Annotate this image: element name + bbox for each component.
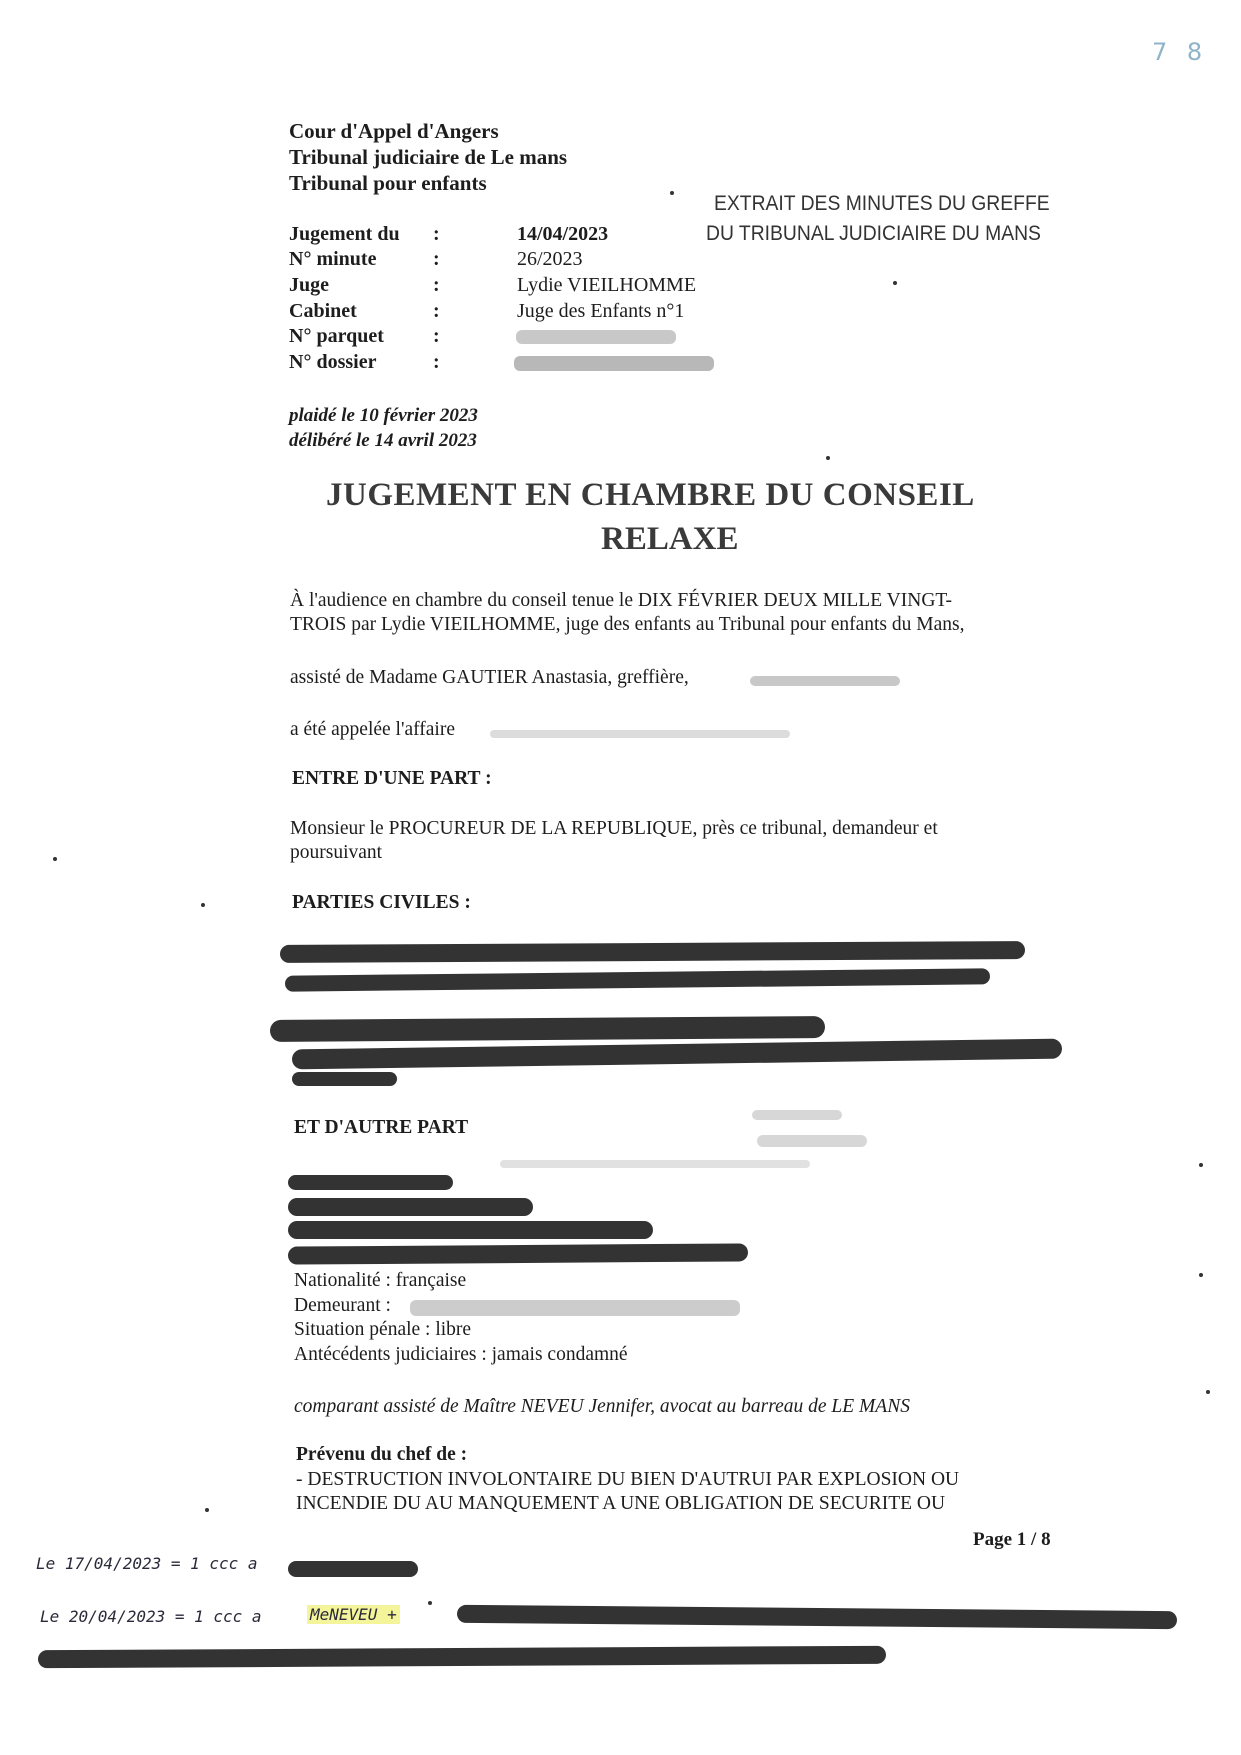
meta-sep: : [433, 300, 440, 322]
meta-value-minute: 26/2023 [517, 248, 583, 270]
redaction-prevenu-2 [288, 1198, 533, 1216]
judgment-decision: RELAXE [601, 521, 739, 557]
scan-speck [53, 857, 57, 861]
redaction-dossier [514, 356, 714, 371]
tribunal-type: Tribunal pour enfants [289, 171, 487, 195]
redaction-partie-civile-2a [270, 1016, 825, 1042]
scan-speck [826, 456, 830, 460]
scan-speck [670, 191, 674, 195]
redaction-affaire [490, 730, 790, 738]
scan-speck [1199, 1273, 1203, 1277]
meta-label-jugement: Jugement du [289, 223, 400, 245]
meta-label-minute: N° minute [289, 248, 377, 270]
handwritten-note-1: Le 17/04/2023 = 1 ccc a [36, 1554, 258, 1573]
court-name: Cour d'Appel d'Angers [289, 119, 499, 143]
scan-speck [1206, 1390, 1210, 1394]
comparant: comparant assisté de Maître NEVEU Jennifer, avocat au barreau de LE MANS [294, 1396, 910, 1417]
prevenu-line2: INCENDIE DU AU MANQUEMENT A UNE OBLIGATION DE SECURITE OU [296, 1493, 946, 1514]
redaction-prevenu-1 [288, 1175, 453, 1190]
meta-label-cabinet: Cabinet [289, 300, 357, 322]
redaction-note-1 [288, 1561, 418, 1577]
meta-sep: : [433, 351, 440, 373]
handwritten-note-2: Le 20/04/2023 = 1 ccc a [40, 1607, 262, 1626]
redaction-autre-part-note [752, 1110, 842, 1120]
parties-civiles-heading: PARTIES CIVILES : [292, 892, 471, 913]
nationalite: Nationalité : française [294, 1270, 467, 1291]
redaction-prevenu-4 [288, 1243, 748, 1264]
redaction-partie-civile-2c [292, 1072, 397, 1086]
meta-value-jugement: 14/04/2023 [517, 223, 609, 245]
redaction-prevenu-3 [288, 1221, 653, 1239]
prevenu-heading: Prévenu du chef de : [296, 1444, 468, 1465]
intro-line1: À l'audience en chambre du conseil tenue le DIX FÉVRIER DEUX MILLE VINGT- [290, 590, 953, 611]
scan-speck [201, 903, 205, 907]
redaction-partie-civile-1a [280, 941, 1025, 963]
redaction-note-2a [457, 1605, 1177, 1629]
scan-speck [205, 1508, 209, 1512]
autre-part-heading: ET D'AUTRE PART [294, 1117, 469, 1138]
meta-sep: : [433, 223, 440, 245]
entre-line2: poursuivant [290, 842, 383, 863]
delibere-date: délibéré le 14 avril 2023 [289, 430, 477, 451]
meta-label-dossier: N° dossier [289, 351, 377, 373]
tribunal-name: Tribunal judiciaire de Le mans [289, 145, 568, 169]
extract-stamp-line1: EXTRAIT DES MINUTES DU GREFFE [714, 192, 1050, 215]
meta-sep: : [433, 325, 440, 347]
intro-line2: TROIS par Lydie VIEILHOMME, juge des enfants au Tribunal pour enfants du Mans, [290, 614, 965, 635]
meta-value-cabinet: Juge des Enfants n°1 [517, 300, 685, 322]
meta-sep: : [433, 274, 440, 296]
scan-speck [1199, 1163, 1203, 1167]
meta-sep: : [433, 248, 440, 270]
page-mark: 7 8 [1152, 38, 1209, 66]
prevenu-line1: - DESTRUCTION INVOLONTAIRE DU BIEN D'AUTRUI PAR EXPLOSION OU [296, 1469, 960, 1490]
entre-line1: Monsieur le PROCUREUR DE LA REPUBLIQUE, près ce tribunal, demandeur et [290, 818, 938, 839]
intro-assiste: assisté de Madame GAUTIER Anastasia, greffière, [290, 667, 689, 688]
situation-penale: Situation pénale : libre [294, 1319, 472, 1340]
handwritten-note-2-name: MeNEVEU + [307, 1605, 400, 1624]
meta-label-parquet: N° parquet [289, 325, 384, 347]
judgment-title: JUGEMENT EN CHAMBRE DU CONSEIL [326, 477, 975, 513]
page-number: Page 1 / 8 [973, 1529, 1051, 1550]
meta-value-juge: Lydie VIEILHOMME [517, 274, 697, 296]
redaction-partie-civile-1b [285, 968, 990, 991]
redaction-autre-part-note [500, 1160, 810, 1168]
redaction-autre-part-note [757, 1135, 867, 1147]
plaide-date: plaidé le 10 février 2023 [289, 405, 478, 426]
redaction-parquet [516, 330, 676, 344]
redaction-adresse [410, 1300, 740, 1316]
redaction-note-2b [38, 1646, 886, 1668]
antecedents: Antécédents judiciaires : jamais condamné [294, 1344, 628, 1365]
redaction-partie-civile-2b [292, 1039, 1062, 1070]
redaction-greffe [750, 676, 900, 686]
entre-heading: ENTRE D'UNE PART : [292, 768, 492, 789]
scan-speck [893, 281, 897, 285]
scan-speck [428, 1601, 432, 1605]
intro-appelee: a été appelée l'affaire [290, 719, 455, 740]
meta-label-juge: Juge [289, 274, 329, 296]
extract-stamp-line2: DU TRIBUNAL JUDICIAIRE DU MANS [706, 222, 1041, 245]
demeurant-label: Demeurant : [294, 1295, 391, 1316]
